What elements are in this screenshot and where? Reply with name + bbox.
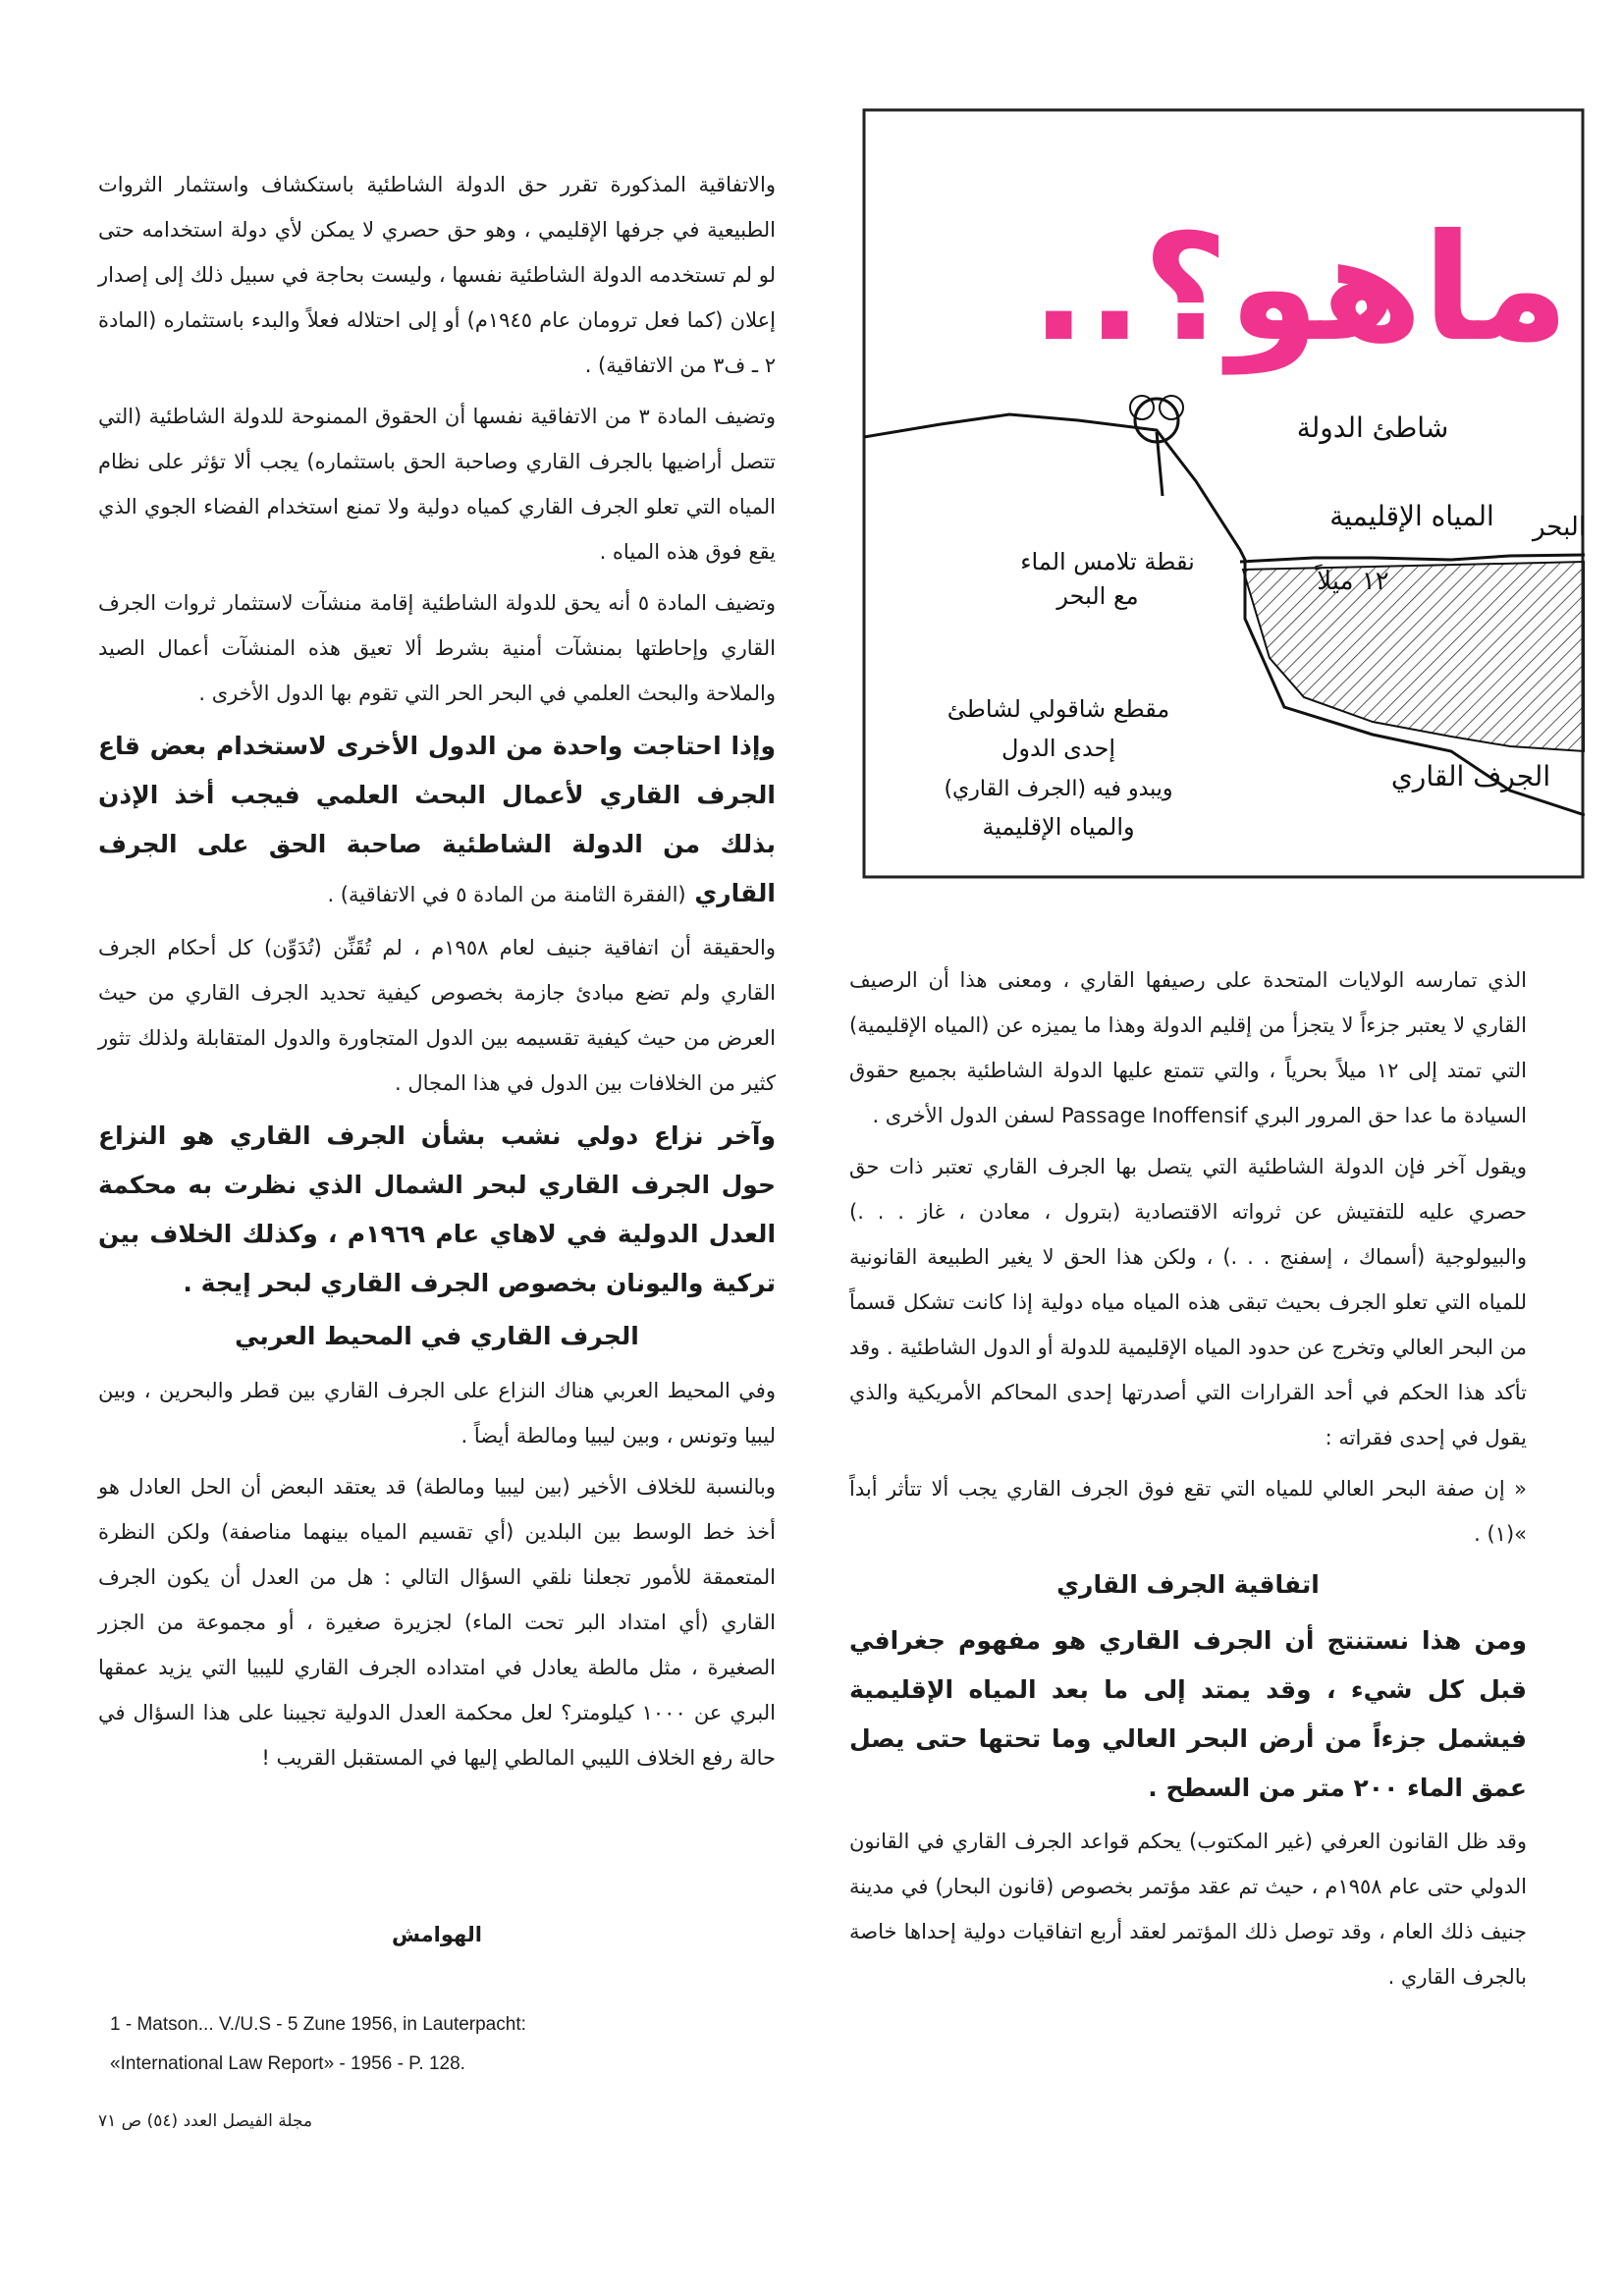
left-paragraph-1: والاتفاقية المذكورة تقرر حق الدولة الشاطئية باستكشاف واستثمار الثروات الطبيعية في جرفها الإقليمي ، وهو حق حصري لا يمكن لأي دولة استخدامه حتى لو لم تستخدمه الدولة الشاطئية نفسها ، وليست بحاجة في سبيل ذلك إلى إصدار إعلان (كما فعل ترومان عام ١٩٤٥م) أو إلى احتلاله فعلاً والبدء باستثماره (المادة ٢ ـ ف٣ من الاتفاقية) . <box>98 173 777 377</box>
distance-label: ١٢ ميلاً <box>1317 567 1389 596</box>
coast-label: شاطئ الدولة <box>1296 411 1449 444</box>
bold-sentence <box>98 722 776 919</box>
conclusion-bold-paragraph: ومن هذا نستنتج أن الجرف القاري هو مفهوم جغرافي قبل كل شيء ، وقد يمتد إلى ما بعد المياه الإقليمية فيشمل جزءاً من أرض البحر العالي وما تحتها حتى يصل عمق الماء ٢٠٠ متر من السطح . <box>849 1626 1527 1802</box>
footnotes-title: الهوامش <box>392 1923 482 1946</box>
footnote-line-1: 1 - Matson... V./U.S - 5 Zune 1956, in Lauterpacht: <box>110 2014 526 2035</box>
geneva-paragraph: والحقيقة أن اتفاقية جنيف لعام ١٩٥٨م ، لم تُقَنِّن (تُدَوِّن) كل أحكام الجرف القاري ولم تضع مبادئ جازمة بخصوص كيفية تحديد الجرف القاري من حيث العرض من حيث كيفية تقسيمه بين الدول المتجاورة والدول المتقابلة ولذلك تثور كثير من الخلافات بين الدول في هذا المجال . <box>98 936 776 1095</box>
continental-shelf-figure <box>862 108 1585 879</box>
right-paragraph-3: وقد ظل القانون العرفي (غير المكتوب) يحكم قواعد الجرف القاري في القانون الدولي حتى عام ١٩٥٨م ، حيث تم عقد مؤتمر بخصوص (قانون البحار) في مدينة جنيف ذلك العام ، وقد توصل ذلك المؤتمر لعقد أربع اتفاقيات دولية إحداها خاصة بالجرف القاري . <box>849 1830 1528 1989</box>
caption-line-4: والمياه الإقليمية <box>982 813 1135 841</box>
bold-sentence-ref: (الفقرة الثامنة من المادة ٥ في الاتفاقية) . <box>327 883 686 906</box>
figure-title: ماهو؟.. <box>1030 203 1569 374</box>
shelf-diagram <box>862 108 1585 879</box>
dispute-paragraph: وآخر نزاع دولي نشب بشأن الجرف القاري هو النزاع حول الجرف القاري لبحر الشمال الذي نظرت به محكمة العدل الدولية في لاهاي عام ١٩٦٩م ، وكذلك الخلاف بين تركية واليونان بخصوص الجرف القاري لبحر إيجة . <box>98 1121 777 1297</box>
footnote-line-2: «International Law Report» - 1956 - P. 128. <box>110 2053 465 2074</box>
footnote <box>110 2005 787 2084</box>
caption-line-1: مقطع شاقولي لشاطئ <box>947 695 1170 723</box>
right-column <box>849 957 1527 2005</box>
arab-paragraph-1: وفي المحيط العربي هناك النزاع على الجرف القاري بين قطر والبحرين ، وبين ليبيا وتونس ، وبين ليبيا ومالطة أيضاً . <box>98 1379 776 1448</box>
contact-point-label-2: مع البحر <box>1056 582 1139 610</box>
caption-line-2: إحدى الدول <box>1001 735 1116 762</box>
journal-reference: مجلة الفيصل العدد (٥٤) ص ٧١ <box>98 2111 313 2131</box>
sea-label: البحر <box>1532 513 1585 542</box>
right-paragraph-1: الذي تمارسه الولايات المتحدة على رصيفها القاري ، ومعنى هذا أن الرصيف القاري لا يعتبر جزءاً لا يتجزأ من إقليم الدولة وهذا ما يميزه عن (المياه الإقليمية) التي تمتد إلى ١٢ ميلاً بحرياً ، والتي تتمتع عليها الدولة الشاطئية بجميع حقوق السيادة ما عدا حق المرور البري Passage Inoffensif لسفن الدول الأخرى . <box>849 968 1527 1127</box>
section-heading-convention: اتفاقية الجرف القاري <box>1056 1570 1320 1599</box>
arab-paragraph-2: وبالنسبة للخلاف الأخير (بين ليبيا ومالطة) قد يعتقد البعض أن الحل العادل هو أخذ خط الوسط بين البلدين (أي تقسيم المياه بينهما مناصفة) ولكن النظرة المتعمقة للأمور تجعلنا نلقي السؤال التالي : هل من العدل أن يكون الجرف القاري (أي امتداد البر تحت الماء) لجزيرة صغيرة ، أو مجموعة من الجزر الصغيرة ، مثل مالطة يعادل في امتداده الجرف القاري لليبيا التي يزيد عمقها البري عن ١٠٠٠ كيلومتر؟ لعل محكمة العدل الدولية تجيبنا على هذا السؤال في حالة رفع الخلاف الليبي المالطي إليها في المستقبل القريب ! <box>98 1475 777 1770</box>
left-paragraph-3: وتضيف المادة ٥ أنه يحق للدولة الشاطئية إقامة منشآت لاستثمار ثروات الجرف القاري وإحاطتها بمنشآت أمنية بشرط ألا تعيق هذه المنشآت أعمال الصيد والملاحة والبحث العلمي في البحر الحر التي تقوم بها الدول الأخرى . <box>98 591 776 705</box>
section-heading-arab: الجرف القاري في المحيط العربي <box>235 1322 639 1350</box>
bold-sentence-text: وإذا احتاجت واحدة من الدول الأخرى لاستخدام بعض قاع الجرف القاري لأعمال البحث العلمي فيجب أخذ الإذن بذلك من الدولة الشاطئية صاحبة الحق على الجرف القاري <box>98 732 776 907</box>
territorial-waters-label: المياه الإقليمية <box>1329 500 1494 532</box>
court-quote: « إن صفة البحر العالي للمياه التي تقع فوق الجرف القاري يجب ألا تتأثر أبداً »(١) . <box>849 1477 1527 1546</box>
contact-point-label-1: نقطة تلامس الماء <box>1020 548 1195 575</box>
caption-line-3: ويبدو فيه (الجرف القاري) <box>944 777 1173 801</box>
left-column <box>98 162 776 1786</box>
right-paragraph-2: ويقول آخر فإن الدولة الشاطئية التي يتصل بها الجرف القاري تعتبر ذات حق حصري عليه للتفتيش عن ثرواته الاقتصادية (بترول ، معادن ، غاز . . .) والبيولوجية (أسماك ، إسفنج . . .) ، ولكن هذا الحق لا يغير الطبيعة القانونية للمياه التي تعلو الجرف بحيث تبقى هذه المياه مياه دولية إذا كانت تشكل قسماً من البحر العالي وتخرج عن حدود المياه الإقليمية للدولة أو الدول الشاطئية . وقد تأكد هذا الحكم في أحد القرارات التي أصدرتها إحدى المحاكم الأمريكية والذي يقول في إحدى فقراته : <box>849 1155 1527 1449</box>
left-paragraph-2: وتضيف المادة ٣ من الاتفاقية نفسها أن الحقوق الممنوحة للدولة الشاطئية (التي تتصل أراضيها بالجرف القاري وصاحبة الحق باستثماره) يجب ألا تؤثر على نظام المياه التي تعلو الجرف القاري كمياه دولية ولا تمنع استخدام الفضاء الجوي الذي يقع فوق هذه المياه . <box>98 405 777 564</box>
shelf-label: الجرف القاري <box>1390 760 1551 793</box>
